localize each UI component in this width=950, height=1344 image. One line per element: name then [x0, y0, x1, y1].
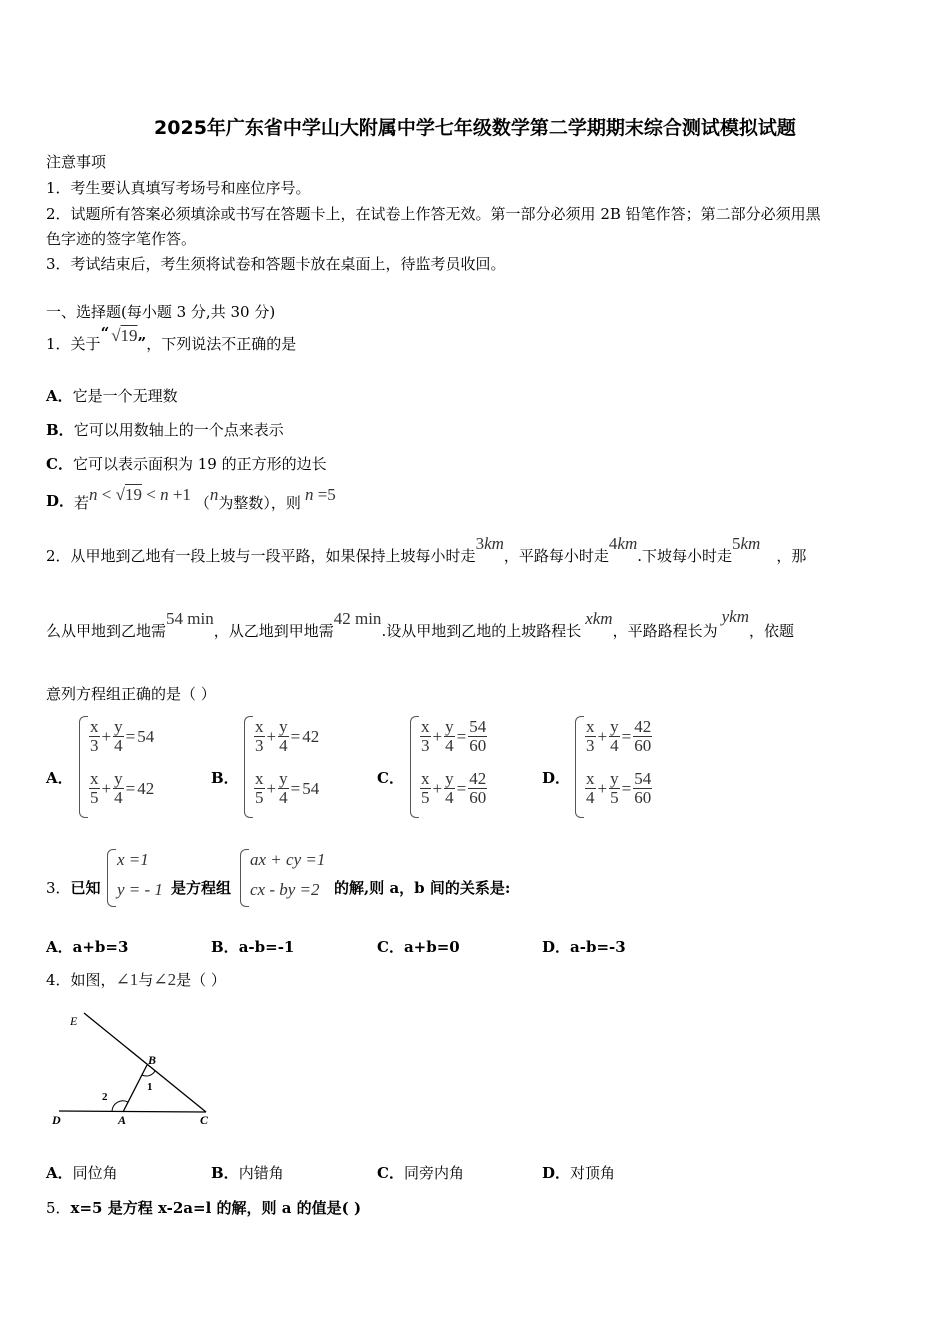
fraction: [468, 718, 487, 755]
page-title: 2025年广东省中学山大附属中学七年级数学第二学期期末综合测试模拟试题: [154, 117, 796, 139]
var-n: n: [89, 485, 98, 504]
fraction: [89, 770, 100, 807]
label-1: 1: [147, 1081, 153, 1093]
plus-sign: +: [597, 778, 608, 798]
plus-sign: +: [597, 726, 608, 746]
var-y: y: [721, 607, 730, 626]
question-3-post: 的解,则 a，b 间的关系是:: [334, 879, 511, 897]
plus-one: +1: [168, 485, 191, 504]
plus-sign: +: [432, 778, 443, 798]
q4-option-a: [46, 1162, 118, 1183]
rhs-value: 54: [137, 726, 155, 746]
numerator: x: [90, 769, 99, 788]
fraction: [89, 718, 100, 755]
q4-option-c: [377, 1162, 464, 1183]
question-1-stem: [46, 324, 297, 354]
equation: ax + cy =1: [250, 850, 326, 869]
q4-option-b: [211, 1162, 284, 1183]
question-text: .下坡每小时走: [637, 547, 733, 565]
equals-sign: =: [125, 778, 136, 798]
option-label: C．: [377, 938, 404, 956]
equals-sign: =: [125, 726, 136, 746]
rhs-value: 54: [302, 778, 320, 798]
numerator: 54: [634, 769, 652, 788]
option-label: D．: [46, 492, 75, 510]
notice-item-3: 3．考试结束后，考生须将试卷和答题卡放在桌面上，待监考员收回。: [46, 255, 506, 273]
equation-row: [585, 770, 652, 807]
line-DC: [59, 1111, 206, 1112]
section-heading: 一、选择题(每小题 3 分,共 30 分): [46, 303, 276, 321]
question-text: 关于: [70, 335, 101, 353]
var-x: x: [585, 609, 593, 628]
brace: [575, 716, 584, 818]
q1-option-b: [46, 419, 284, 440]
numerator: y: [610, 717, 619, 736]
fraction: [254, 770, 265, 807]
brace: [244, 716, 253, 818]
option-text: 为整数），则: [218, 494, 301, 512]
q2-option-label: B．: [211, 769, 239, 787]
fraction: [420, 718, 431, 755]
option-text: 它可以用数轴上的一个点来表示: [73, 421, 284, 439]
denominator: 3: [255, 736, 264, 755]
question-text: ，平路每小时走: [503, 547, 609, 565]
brace: [79, 716, 88, 818]
denominator: 3: [421, 736, 430, 755]
lt-sign: <: [97, 485, 116, 504]
fraction: [585, 770, 596, 807]
denominator: 4: [279, 788, 288, 807]
denominator: 3: [586, 736, 595, 755]
question-number: 2．: [46, 547, 71, 565]
question-number: 1．: [46, 335, 71, 353]
speed-value: 4: [608, 534, 618, 553]
option-label: A．: [46, 387, 73, 405]
equation-row: [250, 880, 320, 900]
question-2-line-2: [46, 607, 794, 641]
var-n: n: [209, 485, 219, 504]
equation: y = - 1: [117, 880, 163, 899]
equation-row: [420, 718, 487, 755]
option-text: a+b=3: [72, 938, 129, 956]
option-label: C．: [46, 455, 73, 473]
denominator: 4: [610, 736, 619, 755]
label-A: A: [118, 1113, 127, 1127]
denominator: 4: [279, 736, 288, 755]
equals-sign: =: [621, 778, 632, 798]
equals-five: =5: [313, 485, 336, 504]
fraction: [468, 770, 487, 807]
numerator: x: [90, 717, 99, 736]
notice-heading: 注意事项: [46, 153, 107, 171]
plus-sign: +: [266, 726, 277, 746]
numerator: 42: [469, 769, 487, 788]
q3-option-a: [46, 936, 128, 957]
denominator: 3: [90, 736, 99, 755]
notice-item-2-cont: 色字迹的签字笔作答。: [46, 230, 197, 248]
speed-uphill: [476, 534, 504, 554]
equation-row: [89, 718, 154, 755]
rhs-value: 42: [137, 778, 155, 798]
numerator: y: [114, 769, 123, 788]
question-text: 么从甲地到乙地需: [46, 622, 167, 640]
equals-sign: =: [290, 778, 301, 798]
equation-row: [254, 770, 319, 807]
equation-row: [254, 718, 319, 755]
open-quote: “: [100, 324, 110, 342]
radicand: 19: [124, 485, 142, 504]
question-text: ，依题: [748, 622, 794, 640]
plus-sign: +: [266, 778, 277, 798]
denominator: 4: [586, 788, 595, 807]
denominator: 60: [469, 788, 487, 807]
option-text: 它是一个无理数: [72, 387, 178, 405]
plus-sign: +: [432, 726, 443, 746]
fraction: [113, 770, 124, 807]
unit: km: [592, 609, 613, 628]
q2-option-label: A．: [46, 769, 73, 787]
q3-solution-system: [107, 849, 167, 905]
question-text: 已知: [70, 879, 101, 897]
equation-row: [420, 770, 487, 807]
equals-sign: =: [621, 726, 632, 746]
q2-option-label: C．: [377, 769, 404, 787]
numerator: 42: [634, 717, 652, 736]
option-label: B．: [211, 938, 239, 956]
q3-option-b: [211, 936, 294, 957]
inequality: n < √19 < n +1: [89, 485, 191, 504]
brace: [240, 849, 249, 907]
notice-item-1: 1．考生要认真填写考场号和座位序号。: [46, 179, 311, 197]
radicand: 19: [120, 326, 138, 345]
unit: km: [484, 534, 504, 553]
option-text: 内错角: [238, 1164, 284, 1182]
equals-sign: =: [456, 778, 467, 798]
equals-sign: =: [290, 726, 301, 746]
denominator: 5: [421, 788, 430, 807]
numerator: x: [421, 769, 430, 788]
equation: x =1: [117, 850, 149, 869]
option-label: D．: [542, 1164, 571, 1182]
option-text: 若: [74, 494, 90, 512]
paren-open: （: [194, 494, 210, 512]
question-text: ，下列说法不正确的是: [146, 335, 297, 353]
option-text: a+b=0: [403, 938, 460, 956]
label-2: 2: [102, 1091, 108, 1103]
equation-row: [117, 850, 149, 870]
notice-item-2: 2．试题所有答案必须填涂或书写在答题卡上，在试卷上作答无效。第一部分必须用 2B 铅笔作答；第二部分必须用黑: [46, 205, 821, 223]
fraction: [444, 718, 455, 755]
equals-sign: =: [456, 726, 467, 746]
denominator: 60: [634, 788, 652, 807]
numerator: y: [445, 769, 454, 788]
angle-figure: [44, 1008, 224, 1133]
equation-row: [89, 770, 154, 807]
numerator: x: [255, 717, 264, 736]
fraction: [254, 718, 265, 755]
var-n: n: [304, 485, 314, 504]
question-text: 从甲地到乙地有一段上坡与一段平路，如果保持上坡每小时走: [70, 547, 476, 565]
denominator: 4: [445, 736, 454, 755]
close-quote: ”: [137, 334, 147, 352]
sqrt-expression: √19: [111, 326, 138, 345]
numerator: y: [445, 717, 454, 736]
brace: [410, 716, 419, 818]
question-text: ，平路路程长为: [612, 622, 718, 640]
time-back: 42 min: [333, 609, 382, 628]
denominator: 4: [114, 788, 123, 807]
equation: cx - by =2: [250, 880, 320, 899]
angle-1: ∠1: [115, 969, 139, 989]
option-text: a-b=-3: [570, 938, 626, 956]
speed-value: 3: [475, 534, 485, 553]
q3-option-d: [542, 936, 626, 957]
var-xkm: [585, 609, 612, 629]
q2-option-system: [410, 716, 510, 816]
denominator: 5: [255, 788, 264, 807]
option-label: C．: [377, 1164, 404, 1182]
option-label: B．: [211, 1164, 239, 1182]
fraction: [420, 770, 431, 807]
label-B: B: [148, 1053, 157, 1067]
question-3-number: [46, 877, 101, 898]
numerator: x: [586, 717, 595, 736]
speed-downhill: [732, 534, 760, 554]
q2-option-system: [575, 716, 675, 816]
label-D: D: [52, 1113, 61, 1127]
question-3-mid: 是方程组: [171, 879, 232, 897]
brace: [107, 849, 116, 907]
numerator: y: [279, 769, 288, 788]
denominator: 5: [610, 788, 619, 807]
option-text: 它可以表示面积为 19 的正方形的边长: [72, 455, 327, 473]
option-text: 同旁内角: [403, 1164, 464, 1182]
numerator: x: [255, 769, 264, 788]
option-text: 同位角: [72, 1164, 118, 1182]
question-2-line-1: [46, 534, 807, 566]
denominator: 5: [90, 788, 99, 807]
q2-option-system: [244, 716, 344, 816]
label-C: C: [200, 1113, 209, 1127]
option-label: D．: [542, 938, 571, 956]
q2-option-system: [79, 716, 179, 816]
question-text: ，从乙地到甲地需: [213, 622, 334, 640]
option-label: A．: [46, 1164, 73, 1182]
question-text: 与: [138, 971, 154, 989]
q1-option-a: [46, 385, 178, 406]
fraction: [444, 770, 455, 807]
numerator: y: [610, 769, 619, 788]
question-number: 3．: [46, 879, 71, 897]
q2-option-label: D．: [542, 769, 571, 787]
question-text: .设从甲地到乙地的上坡路程长: [381, 622, 582, 640]
option-text: 对顶角: [570, 1164, 616, 1182]
q1-option-c: [46, 453, 327, 474]
fraction: [278, 770, 289, 807]
speed-value: 5: [732, 534, 741, 553]
plus-sign: +: [101, 778, 112, 798]
question-text: 如图，: [70, 971, 116, 989]
q3-equation-system: [240, 849, 335, 905]
fraction: [609, 770, 620, 807]
equation-row: [117, 880, 163, 900]
question-2-line-3: 意列方程组正确的是（ ）: [46, 685, 216, 703]
unit: km: [740, 534, 761, 553]
fraction: [633, 770, 652, 807]
numerator: 54: [469, 717, 487, 736]
question-text: 是（ ）: [176, 971, 226, 989]
fraction: [609, 718, 620, 755]
question-text: ，那: [776, 547, 807, 565]
unit: km: [617, 534, 638, 553]
numerator: y: [114, 717, 123, 736]
equation-row: [585, 718, 652, 755]
lt-sign: <: [141, 485, 161, 504]
numerator: x: [421, 717, 430, 736]
denominator: 4: [445, 788, 454, 807]
question-number: 5．: [46, 1199, 71, 1217]
numerator: y: [279, 717, 288, 736]
var-ykm: [722, 607, 749, 627]
denominator: 60: [634, 736, 652, 755]
fraction: [585, 718, 596, 755]
question-4-stem: [46, 969, 226, 990]
speed-flat: [609, 534, 637, 554]
question-text: x=5 是方程 x-2a=l 的解，则 a 的值是( ): [70, 1199, 362, 1217]
denominator: 60: [469, 736, 487, 755]
question-5-stem: [46, 1197, 361, 1218]
q1-option-d: [46, 485, 336, 512]
line-AB: [123, 1065, 147, 1112]
var-n: n: [160, 485, 169, 504]
denominator: 4: [114, 736, 123, 755]
option-text: a-b=-1: [238, 938, 295, 956]
numerator: x: [586, 769, 595, 788]
angle-2: ∠2: [153, 969, 177, 989]
fraction: [113, 718, 124, 755]
rhs-value: 42: [302, 726, 320, 746]
q3-option-c: [377, 936, 460, 957]
plus-sign: +: [101, 726, 112, 746]
question-number: 4．: [46, 971, 71, 989]
option-label: A．: [46, 938, 73, 956]
fraction: [278, 718, 289, 755]
equation-row: [250, 850, 325, 870]
option-label: B．: [46, 421, 74, 439]
result: [305, 485, 336, 505]
time-there: 54 min: [166, 609, 214, 628]
fraction: [633, 718, 652, 755]
label-E: E: [70, 1014, 78, 1028]
q4-option-d: [542, 1162, 615, 1183]
unit: km: [729, 607, 749, 626]
